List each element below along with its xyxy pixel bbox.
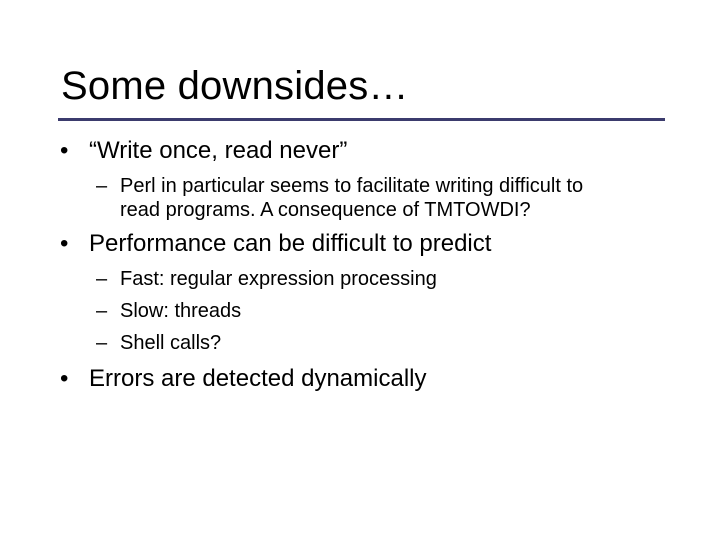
- sub-bullet-text: [120, 174, 583, 222]
- sub-bullet-text: Fast: regular expression processing: [120, 268, 437, 290]
- sub-bullet-mark: –: [96, 332, 108, 354]
- bullet-text: Errors are detected dynamically: [89, 365, 427, 392]
- sub-bullet-text: Shell calls?: [120, 332, 222, 354]
- sub-bullet-line: Perl in particular seems to facilitate writing difficult to: [120, 175, 584, 197]
- slide-title: Some downsides…: [61, 64, 409, 108]
- sub-bullet-text: Slow: threads: [120, 300, 242, 322]
- sub-bullet-mark: –: [96, 268, 108, 290]
- bullet-mark: •: [60, 230, 69, 257]
- sub-bullet-mark: –: [96, 175, 108, 197]
- bullet-mark: •: [60, 137, 69, 164]
- bullet-mark: •: [60, 365, 69, 392]
- title-underline: [58, 118, 665, 121]
- bullet-text: Performance can be difficult to predict: [89, 230, 492, 257]
- bullet-text: “Write once, read never”: [89, 137, 348, 164]
- sub-bullet-line: read programs. A consequence of TMTOWDI?: [120, 199, 531, 221]
- sub-bullet-mark: –: [96, 300, 108, 322]
